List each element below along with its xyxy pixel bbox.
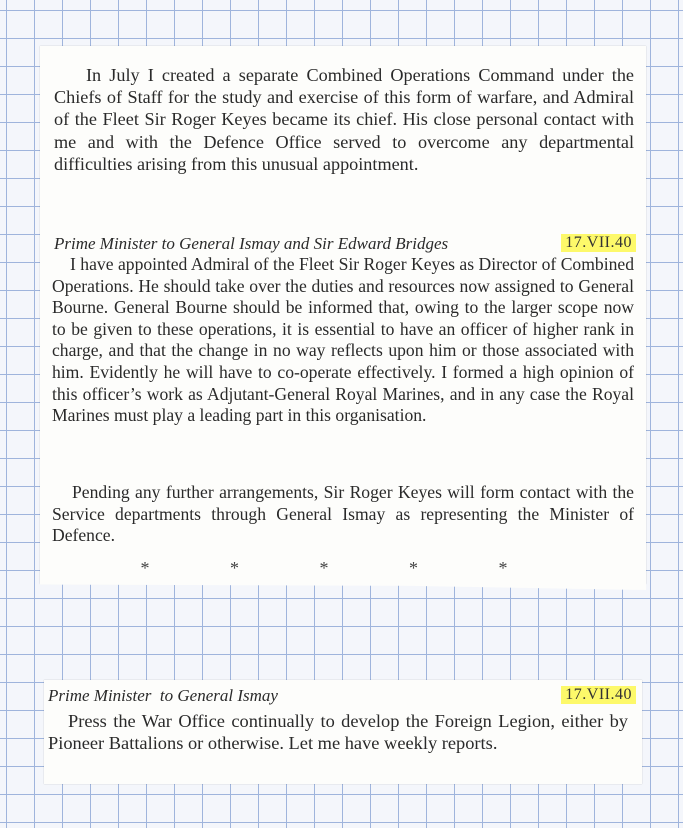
minute-1-paragraph-2: Pending any further arrangements, Sir Roger Keyes will form contact with the Service departments through General Ismay as representing the Minister of Defence. [52,482,634,546]
minute-2-heading-row [44,686,642,706]
book-page-clipping [40,46,646,584]
intro-paragraph: In July I created a separate Combined Operations Command under the Chiefs of Staff for the study and exercise of this form of warfare, and Admiral of the Fleet Sir Roger Keyes became its chief. His close personal contact with me and with the Defence Office served to overcome any departmental difficulties arising from this unusual appointment. [54,65,634,174]
minute-1-paragraph-1: I have appointed Admiral of the Fleet Sir Roger Keyes as Director of Combined Operations. He should take over the duties and resources now assigned to General Bourne. General Bourne should be informed that, owing to the larger scope now to be given to these operations, it is essential to have an officer of higher rank in charge, and that the change in no way reflects upon him or those associated with him. Evidently he will have to co-operate effectively. I formed a high opinion of this officer’s work as Adjutant-General Royal Marines, and in any case the Royal Marines must play a leading part in this organisation. [52,254,634,426]
minute-1-heading: Prime Minister to General Ismay and Sir Edward Bridges [54,234,449,253]
minute-2-heading: Prime Minister to General Ismay [48,686,278,705]
minute-2-date: 17.VII.40 [561,686,636,704]
minute-2-clipping [44,680,642,784]
section-separator: * * * * * [140,558,546,578]
minute-1-heading-row [40,234,646,254]
minute-2-paragraph: Press the War Office continually to develop the Foreign Legion, either by Pioneer Battalions or otherwise. Let me have weekly reports. [48,711,628,754]
minute-1-date: 17.VII.40 [561,234,636,252]
